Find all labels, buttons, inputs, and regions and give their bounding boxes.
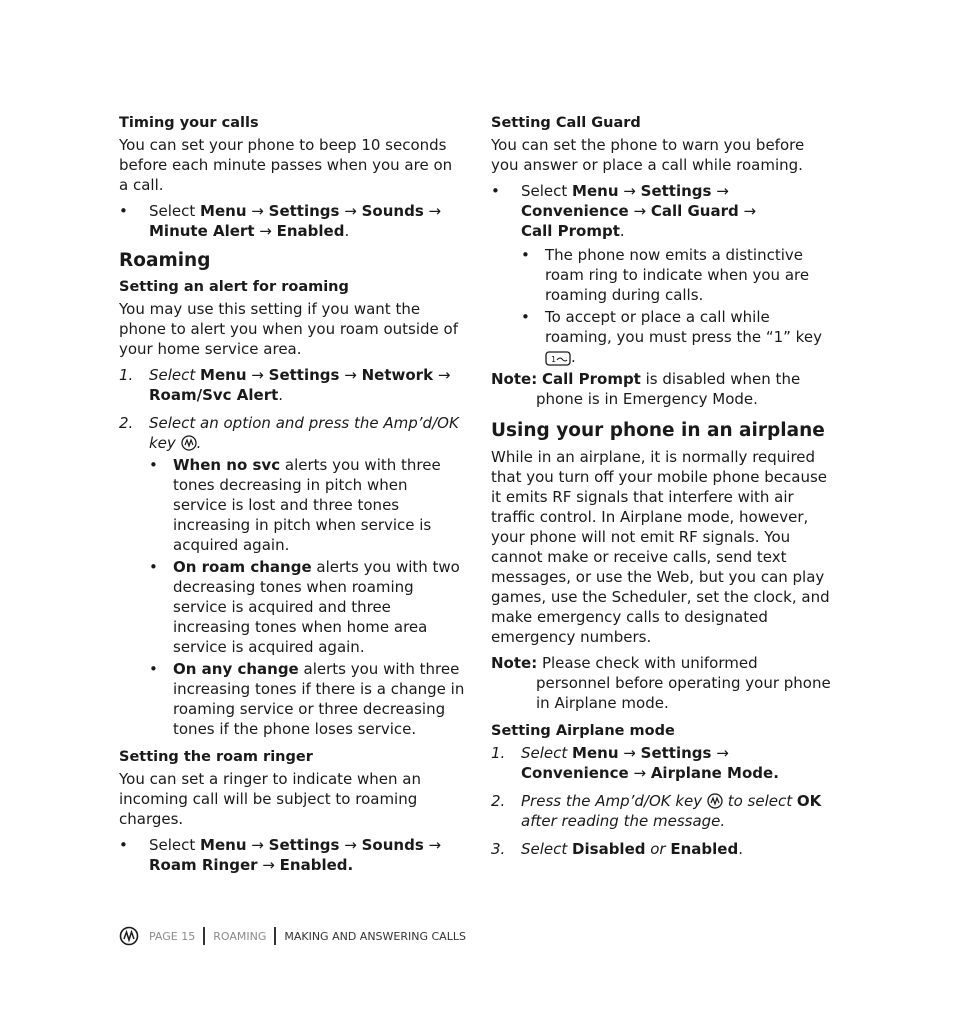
- airplane-heading: Using your phone in an airplane: [491, 420, 825, 441]
- option-when-no-svc: • When no svc alerts you with three tones decreasing in pitch when service is lost and three tones increasing in pitch when service is acquired again.: [149, 456, 441, 554]
- ampd-logo-icon: [119, 926, 139, 946]
- guard-note: Note: Call Prompt is disabled when the phone is in Emergency Mode.: [491, 370, 801, 408]
- page-footer: [119, 924, 466, 948]
- ringer-bullet: • Select Menu → Settings → Sounds → Roam Ringer → Enabled.: [119, 836, 442, 874]
- bullet-mark: •: [119, 202, 128, 220]
- guard-bullet: • Select Menu → Settings → Convenience → Call Guard → Call Prompt.: [491, 182, 757, 240]
- ringer-text: You can set a ringer to indicate when an incoming call will be subject to roaming charges.: [119, 770, 421, 828]
- guard-heading: Setting Call Guard: [491, 115, 641, 131]
- airplane-step-2: 2. Press the Amp’d/OK key to select OK after reading the message.: [491, 792, 822, 830]
- footer-chapter: MAKING AND ANSWERING CALLS: [284, 929, 466, 943]
- page-number: PAGE 15: [149, 929, 196, 943]
- svg-text:1: 1: [551, 355, 557, 364]
- alert-text: You may use this setting if you want the phone to alert you when you roam outside of your home service area.: [119, 300, 458, 358]
- option-on-any-change: • On any change alerts you with three increasing tones if there is a change in roaming service or three decreasing tones if the phone loses service.: [149, 660, 465, 738]
- timing-text: You can set your phone to beep 10 seconds before each minute passes when you are on a call.: [119, 136, 453, 194]
- roaming-heading: Roaming: [119, 250, 211, 271]
- footer-section: ROAMING: [213, 929, 267, 943]
- one-key-icon: [545, 351, 571, 366]
- guard-sub-1: • The phone now emits a distinctive roam ring to indicate when you are roaming during calls.: [521, 246, 810, 304]
- airplane-note: Note: Please check with uniformed personnel before operating your phone in Airplane mode.: [491, 654, 831, 712]
- alert-step-1: 1. Select Menu → Settings → Network → Roam/Svc Alert.: [119, 366, 451, 404]
- left-column: [119, 113, 465, 883]
- amp-ok-key-icon: [181, 435, 197, 451]
- timing-heading: Timing your calls: [119, 115, 259, 131]
- airplane-step-1: 1. Select Menu → Settings → Convenience → Airplane Mode.: [491, 744, 779, 782]
- footer-divider: [203, 927, 205, 945]
- alert-step-2: 2. Select an option and press the Amp’d/OK key .: [119, 414, 459, 452]
- airplane-text: While in an airplane, it is normally required that you turn off your mobile phone because it emits RF signals that interfere with air traffic control. In Airplane mode, however, your phone will not emit RF signals. You cannot make or receive calls, send text messages, or use the Web, but you can play games, use the Scheduler, set the clock, and make emergency calls to designated emergency numbers.: [491, 448, 830, 646]
- alert-options: [149, 455, 465, 739]
- guard-text: You can set the phone to warn you before you answer or place a call while roaming.: [491, 136, 805, 174]
- amp-ok-key-icon: [707, 793, 723, 809]
- airplane-mode-heading: Setting Airplane mode: [491, 723, 675, 739]
- guard-subitems: [521, 245, 833, 367]
- footer-divider: [274, 927, 276, 945]
- airplane-step-3: 3. Select Disabled or Enabled.: [491, 840, 743, 858]
- ringer-heading: Setting the roam ringer: [119, 749, 313, 765]
- timing-bullet: • Select Menu → Settings → Sounds → Minute Alert → Enabled.: [119, 202, 442, 240]
- option-on-roam-change: • On roam change alerts you with two decreasing tones when roaming service is acquired and three increasing tones when home area service is acquired again.: [149, 558, 460, 656]
- alert-heading: Setting an alert for roaming: [119, 279, 349, 295]
- guard-sub-2: • To accept or place a call while roaming, you must press the “1” key 1 .: [521, 308, 822, 366]
- right-column: [491, 113, 833, 867]
